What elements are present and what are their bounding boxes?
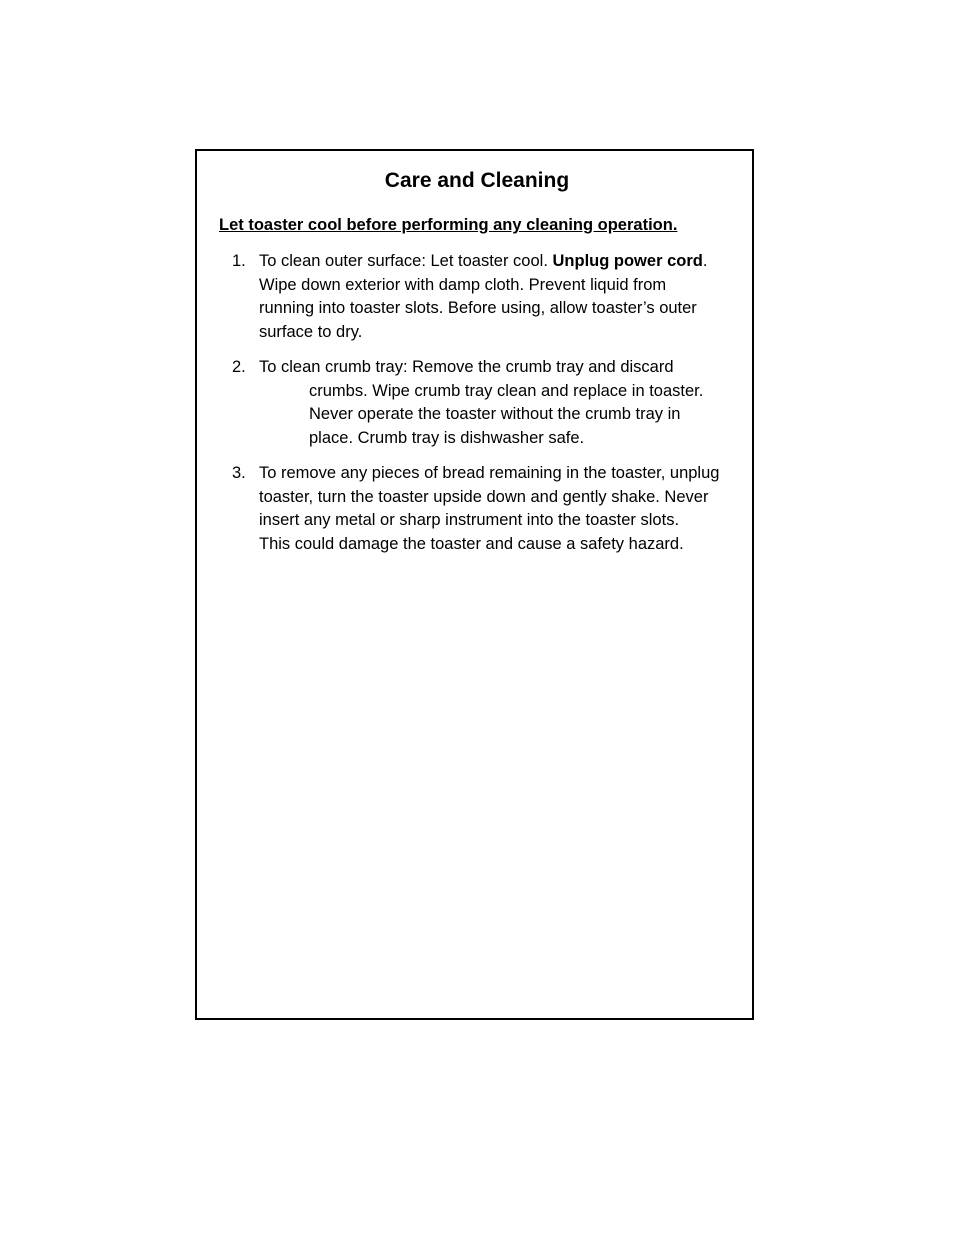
item-text: . xyxy=(702,252,708,270)
item-line: toaster, turn the toaster upside down and gently shake. Never xyxy=(259,487,709,506)
item-line: To remove any pieces of bread remaining in the toaster, unplug xyxy=(259,464,720,482)
item-line xyxy=(259,250,707,274)
item-line: Wipe down exterior with damp cloth. Prevent liquid from xyxy=(259,275,667,294)
item-line: place. Crumb tray is dishwasher safe. xyxy=(309,428,585,447)
item-line: running into toaster slots. Before using, allow toaster’s outer xyxy=(259,299,697,317)
item-text: To clean outer surface: Let toaster cool. xyxy=(259,252,553,270)
list-number: 2. xyxy=(232,358,246,376)
list-number: 1. xyxy=(232,252,246,270)
item-line: Never operate the toaster without the crumb tray in xyxy=(309,405,681,423)
item-line: surface to dry. xyxy=(259,322,363,341)
item-bold-text: Unplug power cord xyxy=(552,252,703,270)
list-number: 3. xyxy=(232,464,246,482)
item-line: To clean crumb tray: Remove the crumb tray and discard xyxy=(259,358,674,376)
cleaning-warning: Let toaster cool before performing any cleaning operation. xyxy=(219,216,678,234)
item-line: This could damage the toaster and cause a safety hazard. xyxy=(259,534,684,553)
page-title: Care and Cleaning xyxy=(384,169,570,192)
item-line: crumbs. Wipe crumb tray clean and replace in toaster. xyxy=(309,381,704,400)
item-line: insert any metal or sharp instrument into the toaster slots. xyxy=(259,511,680,529)
